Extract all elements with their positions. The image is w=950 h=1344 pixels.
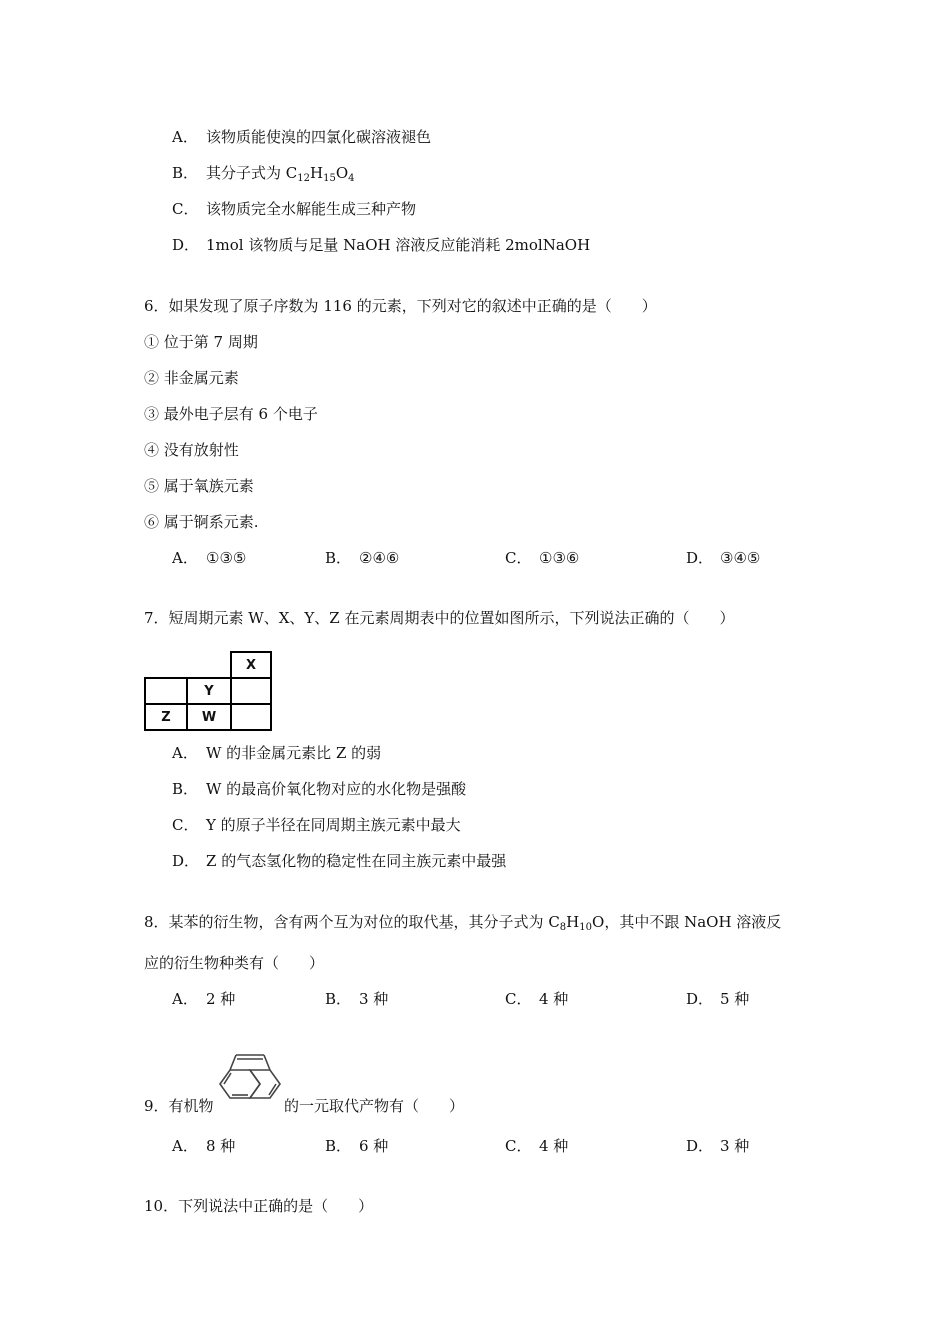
choice-label: D． [686,549,714,567]
option-text: Z 的气态氢化物的稳定性在同主族元素中最强 [206,852,507,870]
q5-option-c [172,199,416,219]
q6-stem: 6．如果发现了原子序数为 116 的元素，下列对它的叙述中正确的是（ ） [144,297,657,315]
option-text: 其分子式为 C [206,164,298,182]
q8-choice-b [325,989,388,1009]
option-text: 该物质能使溴的四氯化碳溶液褪色 [206,128,432,146]
option-label: D． [172,852,200,870]
choice-text: 4 种 [539,990,569,1008]
q10-stem: 10．下列说法中正确的是（ ） [144,1197,374,1215]
choice-text: ①③⑤ [206,549,247,567]
option-label: A． [172,744,198,762]
q6-item-2: ② 非金属元素 [144,369,239,387]
cell-empty-3 [230,703,272,731]
q8-stem-line2: 应的衍生物种类有（ ） [144,954,325,972]
option-text: 1mol 该物质与足量 NaOH 溶液反应能消耗 2molNaOH [206,236,591,254]
q8-choice-c [505,989,568,1009]
option-label: B． [172,164,199,182]
option-text: W 的非金属元素比 Z 的弱 [206,744,382,762]
choice-text: 4 种 [539,1137,569,1155]
choice-text: 3 种 [720,1137,750,1155]
q6-choice-d [686,548,760,568]
q9-choice-c [505,1136,568,1156]
choice-label: A． [172,549,198,567]
choice-label: A． [172,1137,198,1155]
choice-label: C． [505,990,532,1008]
choice-label: C． [505,549,532,567]
choice-text: 2 种 [206,990,236,1008]
q8-choice-a [172,989,235,1009]
acenaphthylene-structure-image [218,1046,284,1104]
cell-z: Z [144,703,188,731]
periodic-table-fragment [144,651,272,731]
option-label: B． [172,780,199,798]
cell-x: X [230,651,272,679]
cell-y: Y [186,677,232,705]
q8-stem-line1 [144,912,781,932]
choice-text: 6 种 [359,1137,389,1155]
choice-label: C． [505,1137,532,1155]
cell-empty-1 [144,677,188,705]
q9-stem-post: 的一元取代产物有（ ） [284,1097,465,1115]
stem-text: ，其中不跟 NaOH 溶液反 [604,913,782,931]
stem-text: 8．某苯的衍生物，含有两个互为对位的取代基，其分子式为 C [144,913,560,931]
q8-choice-d [686,989,749,1009]
q7-stem: 7．短周期元素 W、X、Y、Z 在元素周期表中的位置如图所示，下列说法正确的（ ） [144,609,735,627]
option-label: C． [172,816,199,834]
choice-label: A． [172,990,198,1008]
q6-item-5: ⑤ 属于氧族元素 [144,477,254,495]
q7-option-c [172,815,461,835]
choice-label: B． [325,990,352,1008]
choice-text: 8 种 [206,1137,236,1155]
formula-part: O [592,913,605,931]
choice-label: B． [325,549,352,567]
formula-part: H [309,164,324,182]
subscript: 4 [348,173,355,184]
cell-w: W [186,703,232,731]
subscript: 15 [323,173,336,184]
option-label: C． [172,200,199,218]
q7-option-b [172,779,466,799]
subscript: 8 [559,922,567,933]
formula-part: O [335,164,349,182]
q7-option-d [172,851,506,871]
choice-label: D． [686,990,714,1008]
choice-text: 5 种 [720,990,750,1008]
option-label: A． [172,128,198,146]
option-text: Y 的原子半径在同周期主族元素中最大 [206,816,461,834]
q7-option-a [172,743,381,763]
subscript: 10 [579,922,592,933]
q6-choice-c [505,548,579,568]
q9-choice-b [325,1136,388,1156]
choice-label: D． [686,1137,714,1155]
formula-part: H [566,913,580,931]
choice-text: ①③⑥ [539,549,580,567]
q6-item-1: ① 位于第 7 周期 [144,333,258,351]
choice-text: ③④⑤ [720,549,761,567]
q6-item-6: ⑥ 属于锕系元素. [144,513,259,531]
q9-stem-pre: 9．有机物 [144,1097,214,1115]
choice-text: 3 种 [359,990,389,1008]
subscript: 12 [297,173,310,184]
q6-item-4: ④ 没有放射性 [144,441,239,459]
q5-option-a [172,127,431,147]
choice-text: ②④⑥ [359,549,400,567]
option-text: 该物质完全水解能生成三种产物 [206,200,417,218]
q6-choice-a [172,548,246,568]
choice-label: B． [325,1137,352,1155]
option-text: W 的最高价氧化物对应的水化物是强酸 [206,780,467,798]
q5-option-b [172,163,355,183]
q9-choice-d [686,1136,749,1156]
cell-empty-2 [230,677,272,705]
q6-choice-b [325,548,399,568]
q6-item-3: ③ 最外电子层有 6 个电子 [144,405,318,423]
q5-option-d [172,235,590,255]
option-label: D． [172,236,200,254]
q9-choice-a [172,1136,235,1156]
